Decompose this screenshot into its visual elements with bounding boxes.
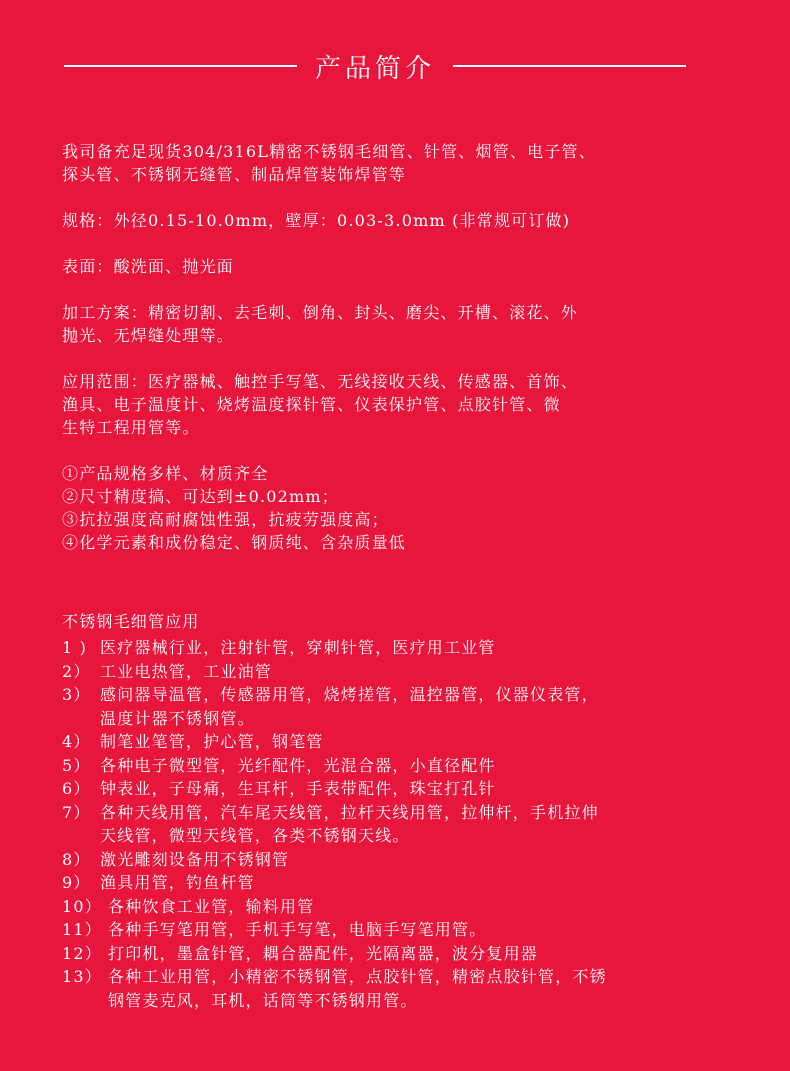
page-title: 产品简介 <box>315 53 436 84</box>
item-number: 6） <box>62 779 91 798</box>
item-number: 9） <box>62 873 91 892</box>
application-paragraph <box>62 370 752 439</box>
spec-line: 规格：外径0.15-10.0mm，壁厚：0.03-3.0mm (非常规可订做) <box>62 211 571 230</box>
application-line: 生特工程用管等。 <box>62 418 200 437</box>
item-text: 感问器导温管，传感器用管，烧烤搓管，温控器管，仪器仪表管， 温度计器不锈钢管。 <box>100 685 599 728</box>
item-number: 10） <box>62 896 102 916</box>
list-item <box>62 660 752 684</box>
item-text: 工业电热管，工业油管 <box>100 661 273 681</box>
item-number: 3） <box>62 685 91 704</box>
processing-line: 抛光、无焊缝处理等。 <box>62 326 235 345</box>
feature-item: ④化学元素和成份稳定、钢质纯、含杂质量低 <box>62 533 407 552</box>
intro-paragraph <box>62 140 752 186</box>
list-item <box>62 801 752 848</box>
application-line: 渔具、电子温度计、烧烤温度探针管、仪表保护管、点胶针管、微 <box>62 395 561 414</box>
list-item <box>62 895 752 919</box>
item-number: 12） <box>62 943 102 963</box>
apps-heading: 不锈钢毛细管应用 <box>62 612 200 631</box>
item-number: 7） <box>62 802 91 822</box>
item-text: 钟表业，子母痛，生耳杆，手表带配件，珠宝打孔针 <box>100 779 496 798</box>
list-item <box>62 918 752 942</box>
item-number: 2） <box>62 661 91 681</box>
item-text: 打印机，墨盒针管，耦合器配件，光隔离器，波分复用器 <box>108 943 539 963</box>
intro-line: 探头管、不锈钢无缝管、制品焊管装饰焊管等 <box>62 165 407 184</box>
list-item <box>62 636 752 660</box>
item-text: 各种饮食工业管，输料用管 <box>108 896 315 916</box>
feature-item: ①产品规格多样、材质齐全 <box>62 464 269 483</box>
list-item <box>62 730 752 754</box>
application-line: 应用范围：医疗器械、触控手写笔、无线接收天线、传感器、首饰、 <box>62 372 579 391</box>
list-item <box>62 754 752 778</box>
spec-paragraph <box>62 209 752 232</box>
list-item <box>62 848 752 872</box>
apps-list <box>62 636 752 1012</box>
section-header <box>64 46 686 86</box>
intro-line: 我司备充足现货304/316L精密不锈钢毛细管、针管、烟管、电子管、 <box>62 142 596 161</box>
feature-item: ③抗拉强度高耐腐蚀性强，抗疲劳强度高； <box>62 510 389 529</box>
list-item <box>62 942 752 966</box>
header-rule-left <box>64 65 297 67</box>
content-body <box>62 140 752 1012</box>
surface-line: 表面：酸洗面、抛光面 <box>62 257 235 276</box>
item-text: 渔具用管，钓鱼杆管 <box>100 873 255 892</box>
processing-paragraph <box>62 301 752 347</box>
item-text: 激光雕刻设备用不锈钢管 <box>100 849 290 869</box>
item-text: 医疗器械行业，注射针管，穿刺针管，医疗用工业管 <box>100 638 496 657</box>
list-item <box>62 777 752 801</box>
item-text: 制笔业笔管，护心管，钢笔管 <box>100 732 324 751</box>
item-number: 5） <box>62 755 91 775</box>
item-number: 13） <box>62 967 102 986</box>
item-text: 各种工业用管，小精密不锈钢管，点胶针管，精密点胶针管，不锈 钢管麦克风，耳机，话筒等不锈钢用管。 <box>108 967 607 1010</box>
item-number: 1 ) <box>62 638 88 657</box>
processing-line: 加工方案：精密切割、去毛刺、倒角、封头、磨尖、开槽、滚花、外 <box>62 303 579 322</box>
feature-list <box>62 462 752 554</box>
surface-paragraph <box>62 255 752 278</box>
list-item <box>62 683 752 730</box>
list-item <box>62 965 752 1012</box>
item-number: 8） <box>62 849 91 869</box>
feature-item: ②尺寸精度搞、可达到±0.02mm； <box>62 487 339 506</box>
header-rule-right <box>453 65 686 67</box>
item-number: 11） <box>62 920 102 939</box>
item-text: 各种天线用管，汽车尾天线管，拉杆天线用管，拉伸杆，手机拉伸 天线管，微型天线管，各类不锈钢天线。 <box>100 802 599 845</box>
item-text: 各种电子微型管，光纤配件，光混合器，小直径配件 <box>100 755 496 775</box>
item-number: 4） <box>62 732 91 751</box>
list-item <box>62 871 752 895</box>
item-text: 各种手写笔用管，手机手写笔，电脑手写笔用管。 <box>108 920 487 939</box>
